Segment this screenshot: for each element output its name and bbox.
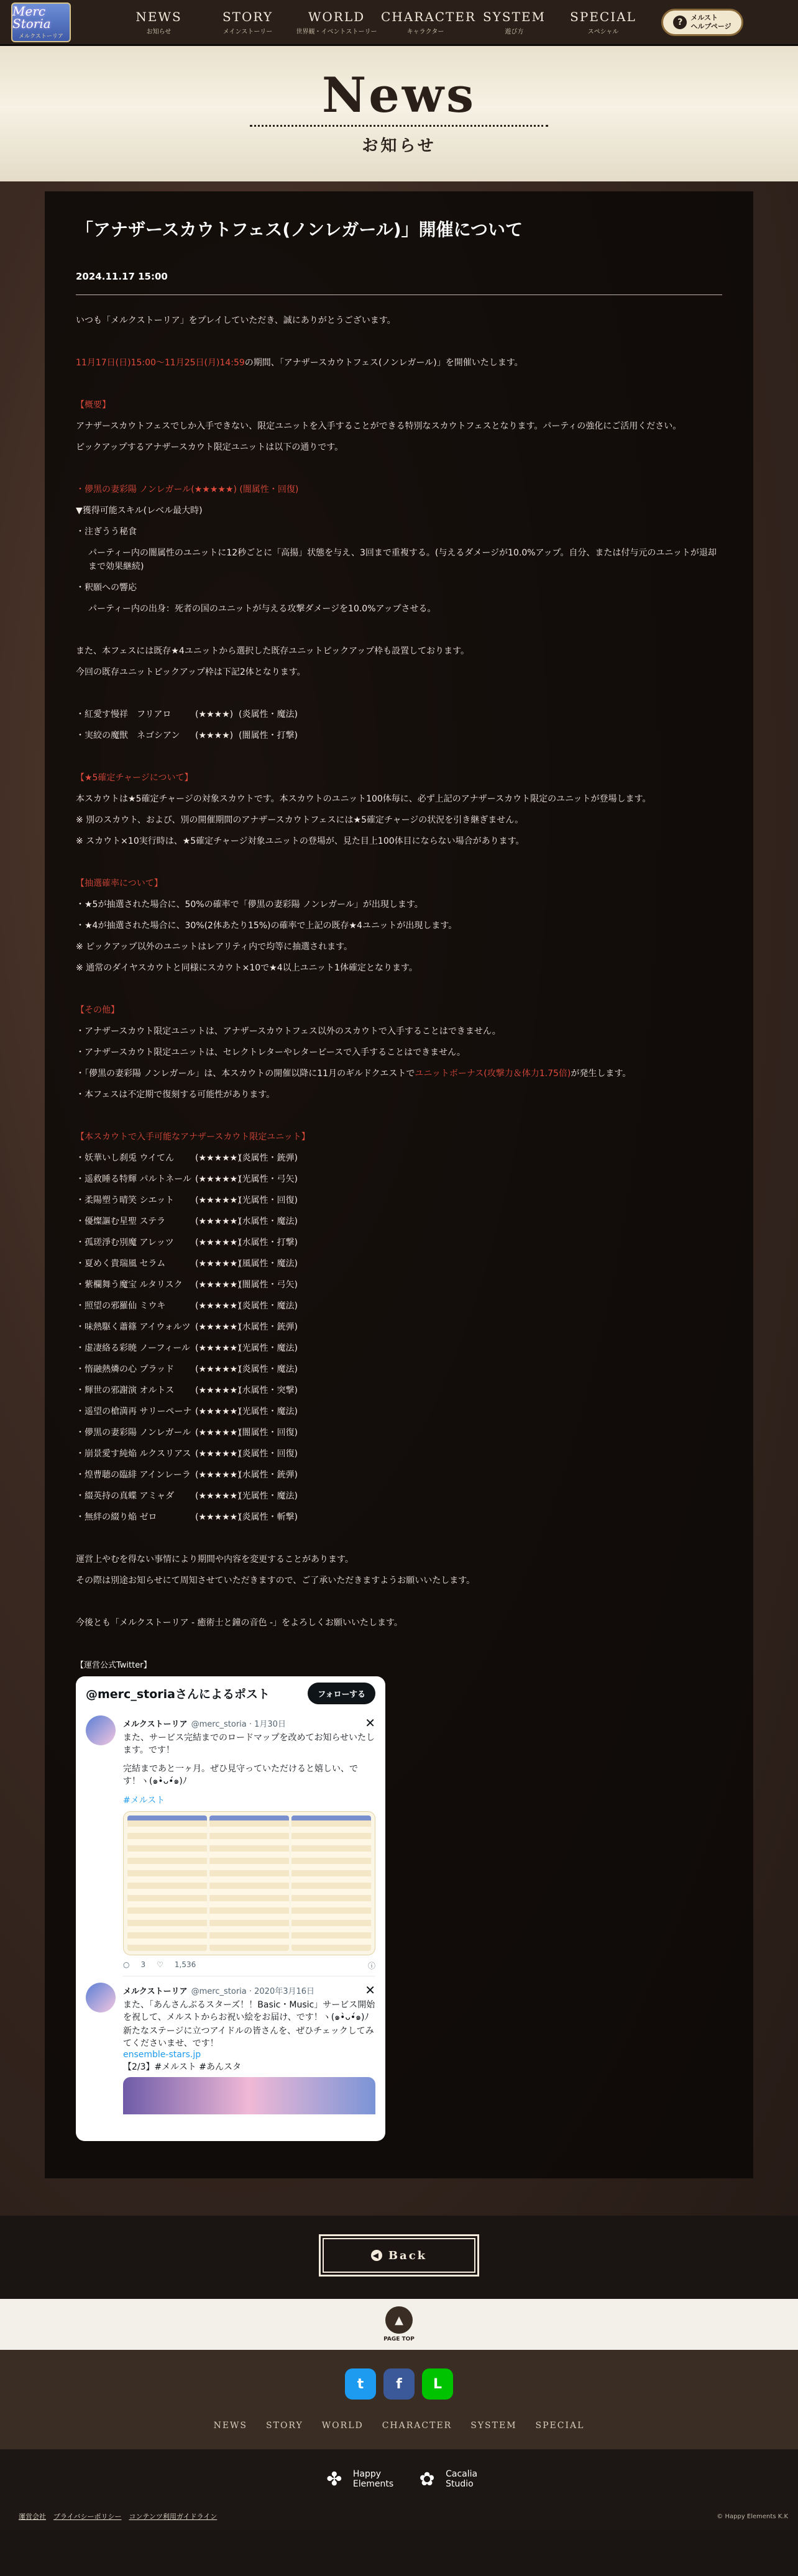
unit-rarity: (★★★★★) [195, 1153, 241, 1163]
page-top-button[interactable] [0, 2299, 798, 2350]
tweet-author[interactable]: メルクストーリア [123, 1719, 188, 1729]
unit-name: ・無絆の綴り焔 ゼロ [76, 1512, 157, 1522]
section-heading: 【概要】 [76, 400, 111, 410]
unit-rarity: (★★★★★) [195, 1407, 241, 1417]
unit-rarity: (★★★★★) [195, 1174, 241, 1184]
embed-header [86, 1683, 375, 1704]
body-text: ピックアップするアナザースカウト限定ユニットは以下の通りです。 [76, 442, 344, 452]
footer-bottom [0, 2508, 798, 2530]
unit-attr: (水属性・銃弾) [239, 1322, 298, 1332]
unit-rarity: (★★★★★) [195, 1322, 241, 1332]
unit-rarity: (★★★★★) [195, 1386, 241, 1395]
skill-desc: パーティー内の出身：死者の国のユニットが与える攻撃ダメージを10.0%アップさせる。 [88, 604, 436, 614]
privacy-link[interactable]: プライバシーポリシー [53, 2513, 122, 2521]
nav-news[interactable] [114, 9, 203, 35]
unit-name: ・柔陽塑う晴笑 シエット [76, 1195, 175, 1205]
tweet-handle[interactable]: @merc_storia · 2020年3月16日 [191, 1986, 315, 1996]
article-date: 2024.11.17 15:00 [76, 271, 722, 295]
twitter-icon[interactable]: t [345, 2368, 376, 2400]
text-part: が発生します。 [571, 1069, 631, 1079]
like-count: 1,536 [174, 1960, 196, 1969]
body-text: ・本フェスは不定期で復刻する可能性があります。 [76, 1090, 275, 1100]
nav-story-ja: メインストーリー [222, 28, 273, 35]
pickup-unit-row [76, 725, 722, 746]
unit-list-item [76, 1190, 722, 1211]
unit-name: ・夏めく貴瑞風 セラム [76, 1259, 166, 1269]
site-header [0, 0, 798, 46]
illustration-image[interactable] [123, 2077, 375, 2114]
section-heading: 【抽選確率について】 [76, 879, 163, 888]
nav-special-en: SPECIAL [570, 9, 636, 24]
unit-name: ・紫欄舞う魔宝 ルタリスク [76, 1280, 183, 1290]
reply-count: 3 [140, 1960, 146, 1969]
info-icon[interactable]: ⓘ [367, 1962, 375, 1970]
unit-rarity: (★★★★★) [195, 1217, 241, 1226]
question-icon: ? [673, 16, 687, 29]
footer-nav-character[interactable]: CHARACTER [382, 2421, 452, 2431]
unit-rarity: (★★★★) [195, 731, 234, 741]
site-footer [0, 2350, 798, 2530]
unit-rarity: (★★★★★) [195, 1301, 241, 1311]
arrow-up-icon: ▲ [385, 2306, 413, 2334]
section-heading: 【★5確定チャージについて】 [76, 773, 193, 783]
unit-name: ・紅愛す慢祥 フリアロ [76, 710, 172, 719]
tweet-link[interactable]: ensemble-stars.jp [123, 2050, 201, 2060]
tweet-actions [123, 1960, 375, 1976]
unit-list-item [76, 1359, 722, 1380]
body-text: ※ ピックアップ以外のユニットはレアリティ内で均等に抽選されます。 [76, 942, 352, 952]
nav-world[interactable] [292, 9, 381, 35]
unit-attr: (闇属性・打撃) [239, 731, 298, 741]
unit-name: ・孤瑳淨む別魔 アレッツ [76, 1238, 174, 1248]
unit-attr: (炎属性・斬撃) [239, 1512, 298, 1522]
nav-special-ja: スペシャル [587, 28, 619, 35]
bonus-highlight: ユニットボーナス(攻撃力＆体力1.75倍) [415, 1069, 571, 1079]
nav-world-ja: 世界観・イベントストーリー [296, 28, 377, 35]
nav-news-ja: お知らせ [146, 28, 172, 35]
unit-attr: (風属性・魔法) [239, 1259, 298, 1269]
page-subtitle: お知らせ [362, 137, 436, 155]
unit-rarity: (★★★★★) [195, 1364, 241, 1374]
article-title: 「アナザースカウトフェス(ノンレガール)」開催について [76, 219, 523, 240]
unit-list-item [76, 1338, 722, 1359]
unit-list-item [76, 1148, 722, 1169]
global-nav [114, 9, 648, 35]
nav-system-en: SYSTEM [482, 9, 546, 24]
unit-list-item [76, 1486, 722, 1507]
unit-list-item [76, 1274, 722, 1295]
chevron-left-icon: ◀ [371, 2250, 382, 2261]
unit-rarity: (★★★★★) [195, 1428, 241, 1438]
back-section [0, 2216, 798, 2299]
logo-text: Merc Storia [12, 3, 51, 31]
section-heading: 【その他】 [76, 1005, 119, 1015]
unit-list-item [76, 1169, 722, 1190]
period-rest: の期間、「アナザースカウトフェス(ノンレガール)」を開催いたします。 [244, 358, 523, 368]
nav-news-en: NEWS [135, 9, 182, 24]
body-text: 今後とも「メルクストーリア - 癒術士と鐘の音色 -」をよろしくお願いいたします。 [76, 1618, 403, 1628]
unit-rarity: (★★★★★) [195, 1238, 241, 1248]
unit-name: ・輝世の邪謝演 オルトス [76, 1386, 175, 1395]
help-label-line2: ヘルプページ [690, 22, 732, 30]
footer-nav-news[interactable]: NEWS [213, 2421, 248, 2431]
unit-list-item [76, 1211, 722, 1232]
unit-name: ・儚黒の妻彩陽 ノンレガール [76, 1428, 191, 1438]
unit-rarity: (★★★★★) [195, 1491, 241, 1501]
article-body [76, 310, 722, 1633]
hashtag-link[interactable]: #メルスト [123, 1796, 165, 1806]
help-label [690, 14, 731, 30]
unit-name: ・崩景愛す純焔 ルクスリアス [76, 1449, 191, 1459]
tweet-handle[interactable]: @merc_storia · 1月30日 [191, 1719, 286, 1729]
body-text: ・アナザースカウト限定ユニットは、アナザースカウトフェス以外のスカウトで入手することはできません。 [76, 1026, 501, 1036]
tweet[interactable] [86, 1715, 375, 1976]
facebook-icon[interactable]: f [383, 2368, 415, 2400]
unit-attr: (光属性・弓矢) [239, 1174, 298, 1184]
avatar[interactable] [86, 1983, 116, 2012]
tweet-text: また、「あんさんぶるスターズ！！Basic・Music」サービス開始を祝して、メルストからお祝い絵をお届け、です！ヽ(๑•̀ᴗ•́๑)ﾉ [123, 2000, 375, 2022]
footer-nav-world[interactable]: WORLD [321, 2421, 364, 2431]
site-logo[interactable] [11, 2, 71, 42]
hashtag-link[interactable]: 【2/3】#メルスト #あんスタ [123, 2062, 242, 2072]
like-icon[interactable]: ♡ [157, 1960, 163, 1969]
unit-name: ・惰融熱燐の心 プラッド [76, 1364, 175, 1374]
unit-attr: (光属性・魔法) [239, 1491, 298, 1501]
text-part: ・「儚黒の妻彩陽 ノンレガール」は、本スカウトの開催以降に11月のギルドクエストで [76, 1069, 415, 1079]
title-divider [250, 125, 548, 127]
body-text: ・アナザースカウト限定ユニットは、セレクトレターやレターピースで入手することはできません。 [76, 1048, 466, 1057]
guideline-link[interactable]: コンテンツ利用ガイドライン [129, 2513, 218, 2521]
flower-icon: ✿ [419, 2468, 435, 2490]
page-title: News [322, 67, 476, 124]
unit-rarity: (★★★★★) [195, 1449, 241, 1459]
unit-name: ・綴英持の真蝶 アミャダ [76, 1491, 175, 1501]
reply-icon[interactable]: ○ [123, 1960, 130, 1969]
skill-desc: パーティー内の闇属性のユニットに12秒ごとに「高揚」状態を与え、3回まで重複する。(与えるダメージが10.0%アップ。自分、または付与元のユニットが退却まで効果継続) [88, 548, 717, 572]
unit-list-item [76, 1295, 722, 1317]
unit-list-item [76, 1464, 722, 1486]
tweet-author[interactable]: メルクストーリア [123, 1986, 188, 1996]
pinwheel-icon: ✤ [326, 2468, 342, 2490]
nav-system-ja: 遊び方 [505, 28, 524, 35]
unit-attr: (闇属性・弓矢) [239, 1280, 298, 1290]
tweet-text: 新たなステージに立つアイドルの皆さんを、ぜひチェックしてみてくださいませ、です！ [123, 2026, 374, 2048]
pickup-unit-row [76, 704, 722, 725]
x-logo-icon[interactable]: ✕ [365, 1715, 375, 1730]
nav-character-ja: キャラクター [406, 28, 444, 35]
body-text: ※ 別のスカウト、および、別の開催期間のアナザースカウトフェスには★5確定チャージの状況を引き継ぎません。 [76, 815, 524, 825]
unit-name: ・煌曹聴の臨緋 アインレーラ [76, 1470, 191, 1480]
nav-world-en: WORLD [308, 9, 365, 24]
help-page-button[interactable] [661, 9, 743, 36]
body-text: 運営上やむを得ない事情により期間や内容を変更することがあります。 [76, 1555, 354, 1564]
avatar[interactable] [86, 1715, 116, 1745]
unit-name: ・遥望の槍満再 サリーペーナ [76, 1407, 192, 1417]
line-icon[interactable]: L [422, 2368, 453, 2400]
follow-button[interactable]: フォローする [308, 1683, 375, 1704]
unit-attr: (水属性・突撃) [239, 1386, 298, 1395]
body-text: ※ スカウト×10実行時は、★5確定チャージ対象ユニットの登場が、見た目上100体目にならない場合があります。 [76, 836, 525, 846]
skill-heading: ▼獲得可能スキル(レベル最大時) [76, 506, 203, 516]
unit-attr: (炎属性・魔法) [239, 1301, 298, 1311]
period-line [76, 352, 722, 373]
footer-nav-special[interactable]: SPECIAL [535, 2421, 585, 2431]
nav-story-en: STORY [222, 9, 273, 24]
body-text: その際は別途お知らせにて周知させていただきますので、ご了承いただきますようお願いいたします。 [76, 1576, 475, 1586]
body-text: ※ 通常のダイヤスカウトと同様にスカウト×10で★4以上ユニット1体確定となります。 [76, 963, 418, 973]
unit-name: ・遥救睡る特輝 パルトネール [76, 1174, 192, 1184]
unit-rarity: (★★★★★) [195, 1343, 241, 1353]
intro-text: いつも「メルクストーリア」をプレイしていただき、誠にありがとうございます。 [76, 316, 396, 326]
page-hero [0, 46, 798, 181]
body-text: ・★4が抽選された場合に、30%(2体あたり15%)の確率で上記の既存★4ユニットが出現します。 [76, 921, 457, 931]
news-article [45, 191, 753, 2178]
unit-list-item [76, 1443, 722, 1464]
period-highlight: 11月17日(日)15:00〜11月25日(月)14:59 [76, 358, 245, 368]
back-label: Back [388, 2249, 428, 2262]
happy-elements-logo[interactable] [321, 2465, 393, 2493]
brand-text: Elements [352, 2479, 394, 2489]
unit-list-item [76, 1380, 722, 1401]
unit-name: ・実絞の魔獣 ネゴシアン [76, 731, 180, 741]
unit-rarity: (★★★★★) [195, 1280, 241, 1290]
x-logo-icon[interactable]: ✕ [365, 1983, 375, 1998]
cacalia-studio-logo[interactable] [413, 2465, 477, 2493]
back-button[interactable] [319, 2234, 479, 2277]
body-text: 本スカウトは★5確定チャージの対象スカウトです。本スカウトのユニット100体毎に、必ず上記のアナザースカウト限定のユニットが登場します。 [76, 794, 651, 804]
unit-list-item [76, 1401, 722, 1422]
brand-text: Cacalia [446, 2469, 478, 2479]
copyright: © Happy Elements K.K [717, 2513, 788, 2520]
footer-nav-story[interactable]: STORY [266, 2421, 303, 2431]
unit-list-item [76, 1317, 722, 1338]
unit-rarity: (★★★★★) [195, 1512, 241, 1522]
twitter-label: 【運営公式Twitter】 [76, 1661, 152, 1670]
body-text: ・★5が抽選された場合に、50%の確率で「儚黒の妻彩陽 ノンレガール」が出現します。 [76, 900, 423, 910]
unit-attr: (炎属性・銃弾) [239, 1153, 298, 1163]
unit-list [76, 1148, 722, 1528]
sns-links [0, 2368, 798, 2400]
unit-name: ・味熱駆く蕭篠 アイウォルツ [76, 1322, 191, 1332]
embed-title[interactable]: @merc_storiaさんによるポスト [86, 1688, 270, 1701]
unit-rarity: (★★★★★) [195, 1195, 241, 1205]
unit-rarity: (★★★★★) [195, 1470, 241, 1480]
unit-list-item [76, 1507, 722, 1528]
nav-story[interactable] [203, 9, 292, 35]
unit-name: ・照望の邪羅仙 ミウキ [76, 1301, 166, 1311]
unit-attr: (炎属性・魔法) [239, 1364, 298, 1374]
unit-attr: (炎属性・魔法) [239, 710, 298, 719]
body-text: アナザースカウトフェスでしか入手できない、限定ユニットを入手することができる特別なスカウトフェスとなります。パーティの強化にご活用ください。 [76, 421, 682, 431]
nav-character-en: CHARACTER [381, 9, 476, 24]
unit-attr: (光属性・回復) [239, 1195, 298, 1205]
unit-rarity: (★★★★) [195, 710, 234, 719]
company-link[interactable]: 運営会社 [19, 2513, 46, 2521]
unit-name: ・優燦謳む星聖 ステラ [76, 1217, 166, 1226]
tweet-text: 完結まであと一ヶ月。ぜひ見守っていただけると嬉しい、です！ヽ(๑•̀ᴗ•́๑)ﾉ [123, 1764, 358, 1786]
skill-title: ・釈願への響応 [76, 583, 137, 593]
main-content [0, 181, 798, 2216]
section-heading: 【本スカウトで入手可能なアナザースカウト限定ユニット】 [76, 1132, 310, 1142]
featured-unit-heading: ・儚黒の妻彩陽 ノンレガール(★★★★★) (闇属性・回復) [76, 485, 299, 495]
unit-attr: (水属性・魔法) [239, 1217, 298, 1226]
brand-logos [0, 2449, 798, 2508]
footer-nav-system[interactable]: SYSTEM [470, 2421, 517, 2431]
unit-attr: (光属性・魔法) [239, 1407, 298, 1417]
unit-list-item [76, 1232, 722, 1253]
footer-nav [0, 2421, 798, 2449]
body-text: 今回の既存ユニットピックアップ枠は下記2体となります。 [76, 667, 306, 677]
unit-list-item [76, 1253, 722, 1274]
body-text: また、本フェスには既存★4ユニットから選択した既存ユニットピックアップ枠も設置しております。 [76, 646, 469, 656]
unit-attr: (水属性・打撃) [239, 1238, 298, 1248]
help-label-line1: メルスト [690, 14, 718, 22]
page-top-label: PAGE TOP [383, 2336, 415, 2342]
brand-text: Happy [352, 2469, 382, 2479]
nav-character[interactable] [381, 9, 476, 35]
tweet[interactable] [86, 1983, 375, 2114]
unit-attr: (炎属性・回復) [239, 1449, 298, 1459]
unit-attr: (光属性・魔法) [239, 1343, 298, 1353]
brand-text: Studio [446, 2479, 474, 2489]
unit-rarity: (★★★★★) [195, 1259, 241, 1269]
skill-title: ・注ぎうう秘食 [76, 527, 137, 537]
nav-special[interactable] [559, 9, 648, 35]
unit-attr: (闇属性・回復) [239, 1428, 298, 1438]
unit-name: ・虚凄絡る彩暁 ノーフィール [76, 1343, 190, 1353]
twitter-embed[interactable] [76, 1676, 385, 2141]
unit-attr: (水属性・銃弾) [239, 1470, 298, 1480]
unit-list-item [76, 1422, 722, 1443]
body-text [76, 1063, 722, 1084]
logo-subtext: メルクストーリア [19, 33, 63, 40]
tweet-text: また、サービス完結までのロードマップを改めてお知らせいたします。です！ [123, 1733, 375, 1755]
nav-system[interactable] [470, 9, 559, 35]
roadmap-image[interactable] [123, 1811, 375, 1955]
unit-name: ・妖華いし刹兎 ウイてん [76, 1153, 175, 1163]
